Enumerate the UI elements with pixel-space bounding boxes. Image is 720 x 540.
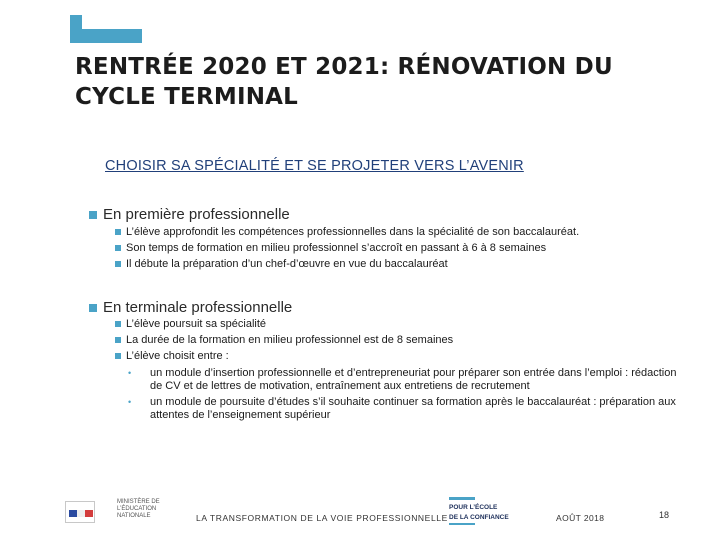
list-item-text: L’élève choisit entre :: [126, 350, 229, 362]
square-bullet-icon: [115, 353, 121, 359]
section-heading-label: En première professionnelle: [103, 206, 290, 223]
logo-rule-icon: [449, 497, 475, 500]
slide-subtitle: CHOISIR SA SPÉCIALITÉ ET SE PROJETER VERS L’AVENIR: [105, 158, 524, 174]
square-bullet-icon: [89, 304, 97, 312]
ecole-confiance-logo: [449, 497, 539, 525]
section-heading-terminale: [89, 299, 292, 316]
list-item-text: Son temps de formation en milieu professionnel s’accroît en passant à 6 à 8 semaines: [126, 242, 547, 254]
logo-line-2: DE LA CONFIANCE: [449, 514, 509, 521]
slide-title: RENTRÉE 2020 ET 2021: RÉNOVATION DU CYCLE TERMINAL: [75, 54, 613, 110]
list-item: [115, 258, 448, 270]
sub-list-item-text: un module de poursuite d’études s’il souhaite continuer sa formation après le baccalauréat : préparation aux attentes de l’enseignement supérieur: [150, 396, 676, 421]
sub-list-item-text: un module d’insertion professionnelle et d’entrepreneuriat pour préparer son entrée dans l’emploi : rédaction de CV et de lettres de motivation, entraînement aux entretiens de recrutement: [150, 367, 677, 392]
list-item: [115, 226, 579, 238]
section-heading-label: En terminale professionnelle: [103, 299, 293, 316]
republic-flag-icon: [65, 501, 95, 523]
section-heading-premiere: [89, 206, 290, 223]
list-item-text: Il débute la préparation d’un chef-d’œuvre en vue du baccalauréat: [126, 258, 448, 270]
bullet-dot-icon: •: [128, 397, 132, 407]
list-item-text: L’élève approfondit les compétences professionnelles dans la spécialité de son baccalauréat.: [126, 226, 580, 238]
ministry-name: MINISTÈRE DE L’ÉDUCATION NATIONALE: [117, 499, 160, 519]
list-item: [115, 318, 266, 330]
footer-caption: LA TRANSFORMATION DE LA VOIE PROFESSIONNELLE: [196, 513, 448, 523]
square-bullet-icon: [115, 245, 121, 251]
page-number: 18: [659, 510, 670, 520]
square-bullet-icon: [115, 229, 121, 235]
ministry-logo: [65, 497, 160, 527]
list-item: [115, 334, 453, 346]
list-item: [115, 242, 546, 254]
list-item: [115, 350, 229, 362]
list-item-text: L’élève poursuit sa spécialité: [126, 318, 267, 330]
logo-line-1: POUR L’ÉCOLE: [449, 504, 498, 511]
bullet-dot-icon: •: [128, 368, 132, 378]
list-item-text: La durée de la formation en milieu professionnel est de 8 semaines: [126, 334, 454, 346]
accent-bar: [70, 15, 142, 43]
square-bullet-icon: [115, 337, 121, 343]
square-bullet-icon: [115, 261, 121, 267]
square-bullet-icon: [89, 211, 97, 219]
footer-date: AOÛT 2018: [556, 513, 605, 523]
square-bullet-icon: [115, 321, 121, 327]
logo-rule-icon: [449, 523, 475, 525]
